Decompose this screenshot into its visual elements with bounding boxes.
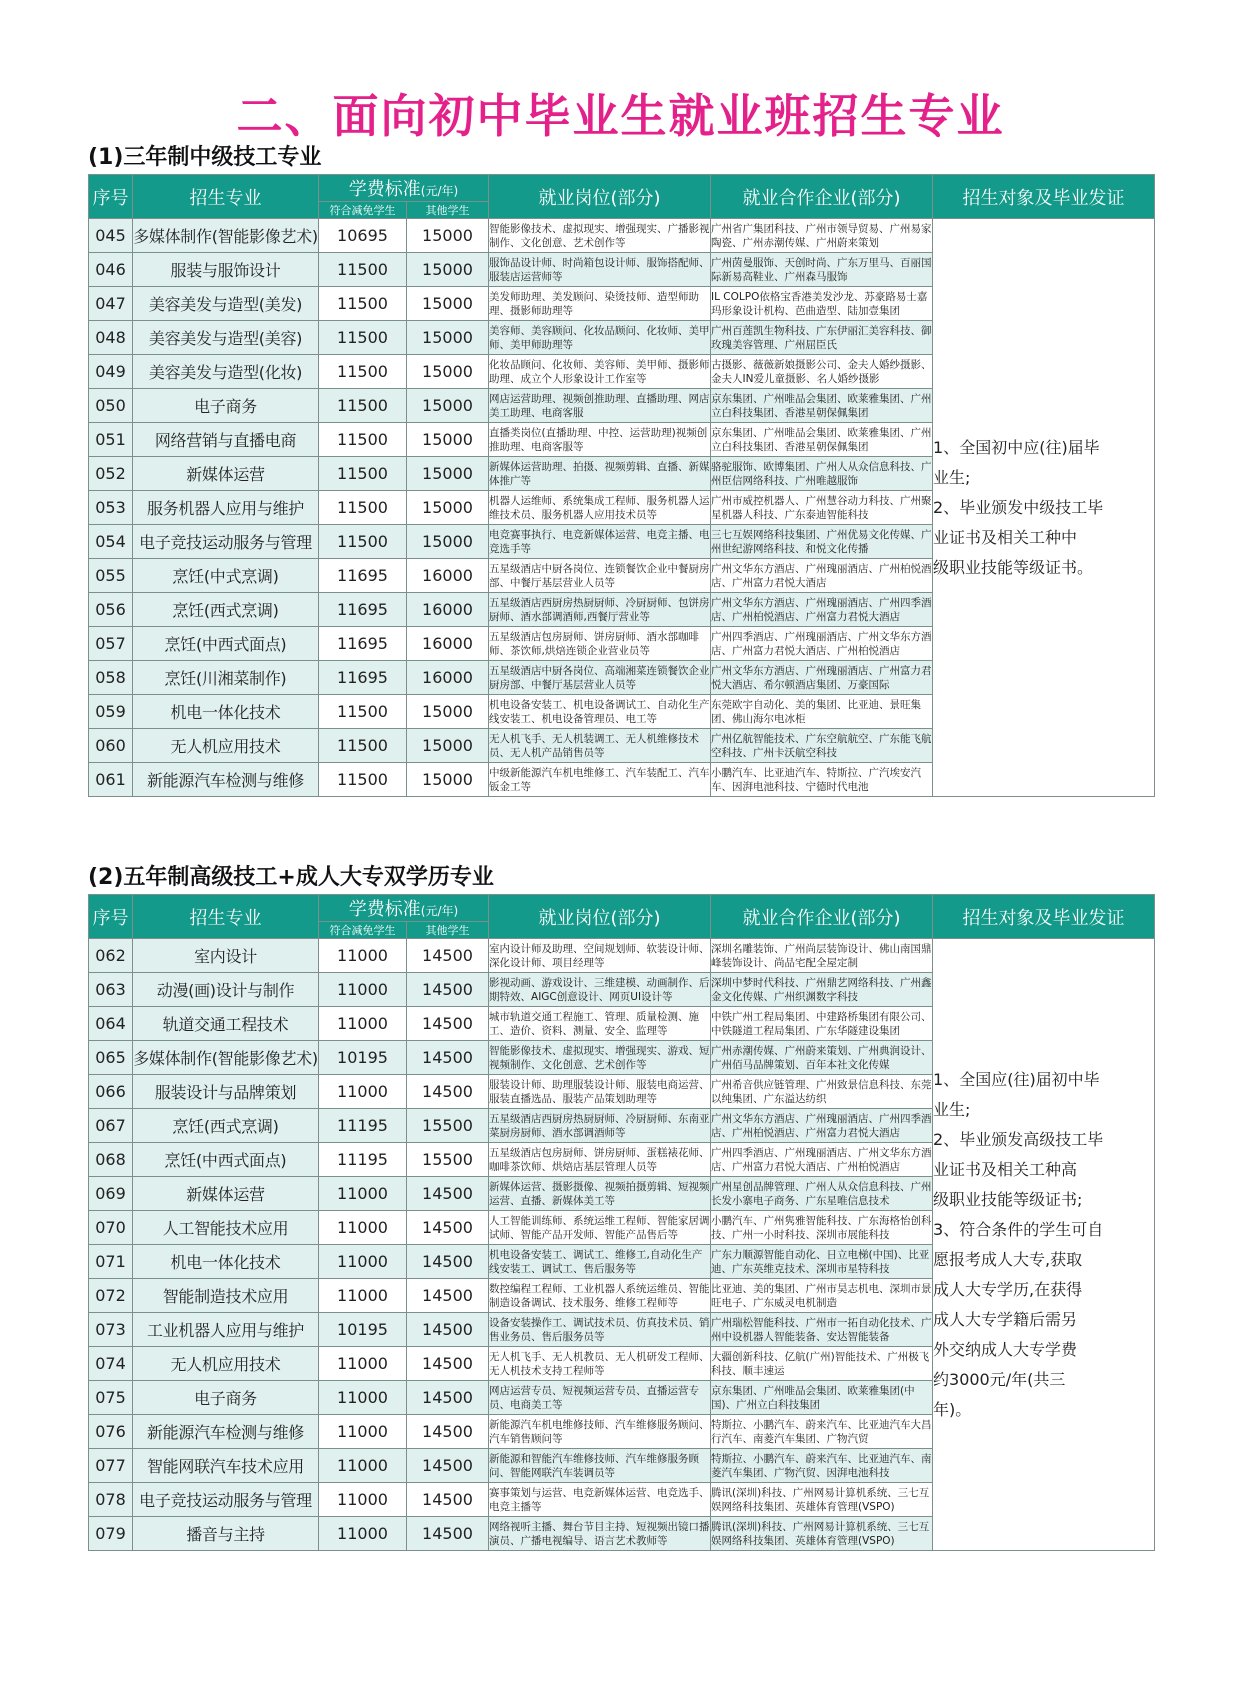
target-note-line: 3、符合条件的学生可自: [933, 1219, 1104, 1239]
header-fee-reduced: 符合减免学生: [319, 202, 407, 219]
row-major: 多媒体制作(智能影像艺术): [133, 1041, 319, 1075]
row-major: 智能制造技术应用: [133, 1279, 319, 1313]
row-companies: 广东力顺源智能自动化、日立电梯(中国)、比亚迪、广东英维克技术、深圳市星特科技: [711, 1245, 933, 1279]
row-major: 人工智能技术应用: [133, 1211, 319, 1245]
row-fee-reduced: 11500: [319, 525, 407, 559]
row-code: 066: [89, 1075, 133, 1109]
target-note-line: 约3000元/年(共三: [933, 1369, 1066, 1389]
row-companies: 腾讯(深圳)科技、广州网易计算机系统、三七互娱网络科技集团、英雄体育管理(VSPO): [711, 1483, 933, 1517]
row-major: 烹饪(中西式面点): [133, 1143, 319, 1177]
row-major: 网络营销与直播电商: [133, 423, 319, 457]
row-code: 059: [89, 695, 133, 729]
row-major: 机电一体化技术: [133, 695, 319, 729]
row-companies: 广州文华东方酒店、广州瑰丽酒店、广州富力君悦大酒店、希尔顿酒店集团、万豪国际: [711, 661, 933, 695]
row-fee-other: 15000: [407, 729, 489, 763]
header-jobs: 就业岗位(部分): [489, 175, 711, 219]
row-fee-other: 14500: [407, 1483, 489, 1517]
row-fee-other: 16000: [407, 559, 489, 593]
row-major: 电子商务: [133, 1381, 319, 1415]
row-fee-other: 15500: [407, 1109, 489, 1143]
header-target: 招生对象及毕业发证: [933, 175, 1155, 219]
row-major: 室内设计: [133, 939, 319, 973]
row-fee-reduced: 11000: [319, 1483, 407, 1517]
row-code: 047: [89, 287, 133, 321]
row-code: 052: [89, 457, 133, 491]
row-fee-other: 15000: [407, 763, 489, 797]
row-fee-reduced: 11000: [319, 973, 407, 1007]
row-companies: 广州赤潮传媒、广州蔚来策划、广州典润设计、广州佰马品牌策划、百年本社文化传媒: [711, 1041, 933, 1075]
row-companies: 广州文华东方酒店、广州瑰丽酒店、广州四季酒店、广州柏悦酒店、广州富力君悦大酒店: [711, 1109, 933, 1143]
table-five-year: [88, 894, 1155, 1551]
row-major: 烹饪(川湘菜制作): [133, 661, 319, 695]
row-fee-reduced: 11500: [319, 695, 407, 729]
table-row: [89, 219, 1155, 253]
row-code: 060: [89, 729, 133, 763]
row-jobs: 新媒体运营助理、拍摄、视频剪辑、直播、新媒体推广等: [489, 457, 711, 491]
row-fee-reduced: 11500: [319, 321, 407, 355]
row-fee-reduced: 11695: [319, 661, 407, 695]
row-fee-reduced: 11500: [319, 457, 407, 491]
row-major: 动漫(画)设计与制作: [133, 973, 319, 1007]
row-fee-reduced: 11000: [319, 1007, 407, 1041]
row-jobs: 网店运营助理、视频创推助理、直播助理、网店美工助理、电商客服: [489, 389, 711, 423]
row-fee-reduced: 11500: [319, 491, 407, 525]
header-code: 序号: [89, 895, 133, 939]
row-fee-other: 15000: [407, 491, 489, 525]
row-jobs: 五星级酒店西厨房热厨厨师、冷厨厨师、东南亚菜厨房厨师、酒水部调酒师等: [489, 1109, 711, 1143]
row-jobs: 赛事策划与运营、电竞新媒体运营、电竞选手、电竞主播等: [489, 1483, 711, 1517]
row-code: 046: [89, 253, 133, 287]
row-code: 053: [89, 491, 133, 525]
row-fee-other: 14500: [407, 1517, 489, 1551]
table-row: [89, 939, 1155, 973]
row-fee-other: 15500: [407, 1143, 489, 1177]
row-companies: 广州四季酒店、广州瑰丽酒店、广州文华东方酒店、广州富力君悦大酒店、广州柏悦酒店: [711, 627, 933, 661]
row-fee-other: 16000: [407, 661, 489, 695]
row-companies: 广州文华东方酒店、广州瑰丽酒店、广州柏悦酒店、广州富力君悦大酒店: [711, 559, 933, 593]
row-fee-other: 15000: [407, 695, 489, 729]
row-fee-other: 14500: [407, 1177, 489, 1211]
row-major: 电子竞技运动服务与管理: [133, 525, 319, 559]
row-fee-reduced: 11500: [319, 389, 407, 423]
row-jobs: 网店运营专员、短视频运营专员、直播运营专员、电商美工等: [489, 1381, 711, 1415]
row-companies: 古摄影、薇薇新娘摄影公司、金夫人婚纱摄影、金夫人IN爱儿童摄影、名人婚纱摄影: [711, 355, 933, 389]
row-code: 050: [89, 389, 133, 423]
target-note-line: 级职业技能等级证书;: [933, 1189, 1083, 1209]
row-fee-other: 14500: [407, 1381, 489, 1415]
row-fee-reduced: 11500: [319, 355, 407, 389]
row-jobs: 机器人运维师、系统集成工程师、服务机器人运维技术员、服务机器人应用技术员等: [489, 491, 711, 525]
header-fee-other: 其他学生: [407, 202, 489, 219]
row-fee-reduced: 11000: [319, 1449, 407, 1483]
header-companies: 就业合作企业(部分): [711, 175, 933, 219]
row-fee-reduced: 11000: [319, 1211, 407, 1245]
row-jobs: 五星级酒店中厨各岗位、高端湘菜连锁餐饮企业厨房部、中餐厅基层营业人员等: [489, 661, 711, 695]
row-fee-reduced: 11000: [319, 939, 407, 973]
row-jobs: 五星级酒店中厨各岗位、连锁餐饮企业中餐厨房部、中餐厅基层营业人员等: [489, 559, 711, 593]
target-note-line: 级职业技能等级证书。: [933, 557, 1094, 577]
header-fee-other: 其他学生: [407, 922, 489, 939]
row-fee-other: 16000: [407, 627, 489, 661]
row-companies: 比亚迪、美的集团、广州市昊志机电、深圳市景旺电子、广东威灵电机制造: [711, 1279, 933, 1313]
row-fee-other: 14500: [407, 1347, 489, 1381]
target-note-line: 1、全国初中应(往)届毕: [933, 437, 1100, 457]
row-major: 机电一体化技术: [133, 1245, 319, 1279]
row-jobs: 美发师助理、美发顾问、染烫技师、造型师助理、摄影师助理等: [489, 287, 711, 321]
row-companies: 特斯拉、小鹏汽车、蔚来汽车、比亚迪汽车、南菱汽车集团、广物汽贸、因湃电池科技: [711, 1449, 933, 1483]
row-jobs: 电竞赛事执行、电竞新媒体运营、电竞主播、电竞选手等: [489, 525, 711, 559]
target-note-line: 愿报考成人大专,获取: [933, 1249, 1083, 1269]
target-note-line: 业证书及相关工种高: [933, 1159, 1078, 1179]
row-code: 070: [89, 1211, 133, 1245]
row-jobs: 智能影像技术、虚拟现实、增强现实、广播影视制作、文化创意、艺术创作等: [489, 219, 711, 253]
row-fee-reduced: 11195: [319, 1143, 407, 1177]
row-fee-reduced: 11195: [319, 1109, 407, 1143]
row-code: 079: [89, 1517, 133, 1551]
row-fee-other: 14500: [407, 1211, 489, 1245]
row-jobs: 化妆品顾问、化妆师、美容师、美甲师、摄影师助理、成立个人形象设计工作室等: [489, 355, 711, 389]
row-companies: 广州亿航智能技术、广东空航航空、广东能飞航空科技、广州卡沃航空科技: [711, 729, 933, 763]
row-fee-other: 14500: [407, 939, 489, 973]
row-code: 051: [89, 423, 133, 457]
target-note: [933, 219, 1155, 797]
row-companies: 深圳中梦时代科技、广州鼎艺网络科技、广州鑫金文化传媒、广州织渊数字科技: [711, 973, 933, 1007]
row-fee-other: 14500: [407, 1007, 489, 1041]
row-jobs: 美容师、美容顾问、化妆品顾问、化妆师、美甲师、美甲师助理等: [489, 321, 711, 355]
row-jobs: 服装设计师、助理服装设计师、服装电商运营、服装直播选品、服装产品策划助理等: [489, 1075, 711, 1109]
row-jobs: 服饰品设计师、时尚箱包设计师、服饰搭配师、服装店运营师等: [489, 253, 711, 287]
row-code: 063: [89, 973, 133, 1007]
header-fee-reduced: 符合减免学生: [319, 922, 407, 939]
row-jobs: 中级新能源汽车机电维修工、汽车装配工、汽车钣金工等: [489, 763, 711, 797]
row-jobs: 网络视听主播、舞台节目主持、短视频出镜口播演员、广播电视编导、语言艺术教师等: [489, 1517, 711, 1551]
row-fee-other: 14500: [407, 1245, 489, 1279]
row-companies: 广州市威控机器人、广州慧谷动力科技、广州聚星机器人科技、广东泰迪智能科技: [711, 491, 933, 525]
row-code: 054: [89, 525, 133, 559]
target-note-line: 成人大专学籍后需另: [933, 1309, 1078, 1329]
row-companies: 广州四季酒店、广州瑰丽酒店、广州文华东方酒店、广州富力君悦大酒店、广州柏悦酒店: [711, 1143, 933, 1177]
row-companies: 三七互娱网络科技集团、广州优易文化传媒、广州世纪游网络科技、和悦文化传播: [711, 525, 933, 559]
row-major: 服装设计与品牌策划: [133, 1075, 319, 1109]
target-note-line: 年)。: [933, 1399, 972, 1419]
row-fee-other: 15000: [407, 355, 489, 389]
row-major: 电子商务: [133, 389, 319, 423]
row-fee-other: 15000: [407, 389, 489, 423]
row-major: 烹饪(西式烹调): [133, 1109, 319, 1143]
row-companies: 腾讯(深圳)科技、广州网易计算机系统、三七互娱网络科技集团、英雄体育管理(VSPO): [711, 1517, 933, 1551]
header-jobs: 就业岗位(部分): [489, 895, 711, 939]
row-fee-reduced: 11000: [319, 1347, 407, 1381]
row-fee-other: 14500: [407, 1041, 489, 1075]
row-code: 069: [89, 1177, 133, 1211]
row-jobs: 五星级酒店包房厨师、饼房厨师、酒水部咖啡师、茶饮师,烘焙连锁企业营业员等: [489, 627, 711, 661]
target-note-line: 2、毕业颁发高级技工毕: [933, 1129, 1104, 1149]
row-code: 071: [89, 1245, 133, 1279]
target-note-line: 外交纳成人大专学费: [933, 1339, 1078, 1359]
row-major: 无人机应用技术: [133, 1347, 319, 1381]
row-companies: 广州瑞松智能科技、广州市一拓自动化技术、广州中设机器人智能装备、安达智能装备: [711, 1313, 933, 1347]
target-note-line: 成人大专学历,在获得: [933, 1279, 1083, 1299]
row-code: 072: [89, 1279, 133, 1313]
row-fee-other: 14500: [407, 973, 489, 1007]
row-major: 无人机应用技术: [133, 729, 319, 763]
row-code: 078: [89, 1483, 133, 1517]
row-jobs: 无人机飞手、无人机教员、无人机研发工程师、无人机技术支持工程师等: [489, 1347, 711, 1381]
row-fee-reduced: 10695: [319, 219, 407, 253]
row-major: 轨道交通工程技术: [133, 1007, 319, 1041]
row-jobs: 新能源汽车机电维修技师、汽车维修服务顾问、汽车销售顾问等: [489, 1415, 711, 1449]
row-code: 075: [89, 1381, 133, 1415]
row-companies: 中铁广州工程局集团、中建路桥集团有限公司、中铁隧道工程局集团、广东华隧建设集团: [711, 1007, 933, 1041]
row-code: 056: [89, 593, 133, 627]
row-major: 新媒体运营: [133, 457, 319, 491]
row-fee-reduced: 11695: [319, 559, 407, 593]
row-major: 工业机器人应用与维护: [133, 1313, 319, 1347]
header-major: 招生专业: [133, 175, 319, 219]
row-fee-reduced: 11000: [319, 1415, 407, 1449]
row-fee-reduced: 11695: [319, 627, 407, 661]
row-major: 新能源汽车检测与维修: [133, 1415, 319, 1449]
row-fee-other: 15000: [407, 253, 489, 287]
row-code: 074: [89, 1347, 133, 1381]
target-note-line: 1、全国应(往)届初中毕: [933, 1069, 1100, 1089]
header-code: 序号: [89, 175, 133, 219]
row-companies: 大疆创新科技、亿航(广州)智能技术、广州极飞科技、顺丰速运: [711, 1347, 933, 1381]
row-fee-reduced: 11000: [319, 1245, 407, 1279]
row-fee-other: 15000: [407, 287, 489, 321]
row-jobs: 新媒体运营、摄影摄像、视频拍摄剪辑、短视频运营、直播、新媒体美工等: [489, 1177, 711, 1211]
row-major: 烹饪(中式烹调): [133, 559, 319, 593]
row-fee-other: 14500: [407, 1449, 489, 1483]
row-fee-reduced: 10195: [319, 1041, 407, 1075]
row-jobs: 直播类岗位(直播助理、中控、运营助理)视频创推助理、电商客服等: [489, 423, 711, 457]
row-companies: 广州希音供应链管理、广州致景信息科技、东莞以纯集团、广东溢达纺织: [711, 1075, 933, 1109]
row-fee-reduced: 10195: [319, 1313, 407, 1347]
header-target: 招生对象及毕业发证: [933, 895, 1155, 939]
section-2-title: (2)五年制高级技工+成人大专双学历专业: [88, 865, 494, 890]
row-fee-other: 15000: [407, 321, 489, 355]
header-fee: 学费标准(元/年): [319, 895, 489, 922]
row-code: 065: [89, 1041, 133, 1075]
row-code: 077: [89, 1449, 133, 1483]
row-code: 058: [89, 661, 133, 695]
target-note-line: 2、毕业颁发中级技工毕: [933, 497, 1104, 517]
row-fee-other: 14500: [407, 1279, 489, 1313]
row-major: 美容美发与造型(美发): [133, 287, 319, 321]
row-companies: 广州百莲凯生物科技、广东伊丽汇美容科技、御玫瑰美容管理、广州屈臣氏: [711, 321, 933, 355]
row-fee-reduced: 11500: [319, 423, 407, 457]
row-code: 061: [89, 763, 133, 797]
row-jobs: 五星级酒店包房厨师、饼房厨师、蛋糕裱花师、咖啡茶饮师、烘焙店基层管理人员等: [489, 1143, 711, 1177]
row-jobs: 室内设计师及助理、空间规划师、软装设计师、深化设计师、项目经理等: [489, 939, 711, 973]
row-jobs: 人工智能训练师、系统运维工程师、智能家居调试师、智能产品开发师、智能产品售后等: [489, 1211, 711, 1245]
row-jobs: 无人机飞手、无人机装调工、无人机维修技术员、无人机产品销售员等: [489, 729, 711, 763]
row-companies: 广州省广集团科技、广州市领导贸易、广州易家陶瓷、广州赤潮传媒、广州蔚来策划: [711, 219, 933, 253]
row-fee-other: 15000: [407, 219, 489, 253]
row-code: 057: [89, 627, 133, 661]
table-three-year: [88, 174, 1155, 797]
row-code: 064: [89, 1007, 133, 1041]
row-major: 烹饪(西式烹调): [133, 593, 319, 627]
row-fee-reduced: 11500: [319, 287, 407, 321]
target-note-line: 业证书及相关工种中: [933, 527, 1078, 547]
row-jobs: 机电设备安装工、机电设备调试工、自动化生产线安装工、机电设备管理员、电工等: [489, 695, 711, 729]
row-companies: 京东集团、广州唯品会集团、欧莱雅集团、广州立白科技集团、香港星朝保佩集团: [711, 389, 933, 423]
row-major: 服务机器人应用与维护: [133, 491, 319, 525]
row-major: 电子竞技运动服务与管理: [133, 1483, 319, 1517]
header-major: 招生专业: [133, 895, 319, 939]
row-fee-reduced: 11695: [319, 593, 407, 627]
row-companies: 小鹏汽车、比亚迪汽车、特斯拉、广汽埃安汽车、因湃电池科技、宁德时代电池: [711, 763, 933, 797]
row-fee-reduced: 11000: [319, 1381, 407, 1415]
row-fee-reduced: 11000: [319, 1517, 407, 1551]
row-jobs: 新能源和智能汽车维修技师、汽车维修服务顾问、智能网联汽车装调员等: [489, 1449, 711, 1483]
row-jobs: 机电设备安装工、调试工、维修工,自动化生产线安装工、调试工、售后服务等: [489, 1245, 711, 1279]
row-jobs: 城市轨道交通工程施工、管理、质量检测、施工、造价、资料、测量、安全、监理等: [489, 1007, 711, 1041]
row-fee-reduced: 11000: [319, 1177, 407, 1211]
row-major: 服装与服饰设计: [133, 253, 319, 287]
row-companies: 广州茵曼服饰、天创时尚、广东万里马、百丽国际新易高鞋业、广州森马服饰: [711, 253, 933, 287]
row-code: 048: [89, 321, 133, 355]
row-jobs: 数控编程工程师、工业机器人系统运维员、智能制造设备调试、技术服务、维修工程师等: [489, 1279, 711, 1313]
row-code: 073: [89, 1313, 133, 1347]
target-note-line: 业生;: [933, 467, 971, 487]
row-code: 062: [89, 939, 133, 973]
row-companies: 京东集团、广州唯品会集团、欧莱雅集团、广州立白科技集团、香港星朝保佩集团: [711, 423, 933, 457]
row-fee-other: 16000: [407, 593, 489, 627]
row-jobs: 五星级酒店西厨房热厨厨师、冷厨厨师、包饼房厨师、酒水部调酒师,西餐厅营业等: [489, 593, 711, 627]
row-fee-other: 15000: [407, 525, 489, 559]
row-fee-reduced: 11500: [319, 763, 407, 797]
row-major: 美容美发与造型(美容): [133, 321, 319, 355]
row-companies: 广州星创品牌管理、广州人从众信息科技、广州长发小寨电子商务、广东星唯信息技术: [711, 1177, 933, 1211]
row-fee-reduced: 11000: [319, 1279, 407, 1313]
row-fee-other: 15000: [407, 457, 489, 491]
section-1-title: (1)三年制中级技工专业: [88, 145, 322, 170]
row-fee-other: 14500: [407, 1313, 489, 1347]
row-major: 新媒体运营: [133, 1177, 319, 1211]
row-code: 076: [89, 1415, 133, 1449]
page-title: 二、面向初中毕业生就业班招生专业: [236, 89, 1005, 143]
row-jobs: 智能影像技术、虚拟现实、增强现实、游戏、短视频制作、文化创意、艺术创作等: [489, 1041, 711, 1075]
target-note-line: 业生;: [933, 1099, 971, 1119]
row-companies: 东莞欧宇自动化、美的集团、比亚迪、景旺集团、佛山海尔电冰柜: [711, 695, 933, 729]
header-fee: 学费标准(元/年): [319, 175, 489, 202]
row-companies: 京东集团、广州唯品会集团、欧莱雅集团(中国)、广州立白科技集团: [711, 1381, 933, 1415]
row-code: 055: [89, 559, 133, 593]
header-companies: 就业合作企业(部分): [711, 895, 933, 939]
row-jobs: 设备安装操作工、调试技术员、仿真技术员、销售业务员、售后服务员等: [489, 1313, 711, 1347]
row-major: 烹饪(中西式面点): [133, 627, 319, 661]
row-companies: 深圳名雕装饰、广州尚层装饰设计、佛山南国鼎峰装饰设计、尚品宅配全屋定制: [711, 939, 933, 973]
row-major: 智能网联汽车技术应用: [133, 1449, 319, 1483]
row-major: 新能源汽车检测与维修: [133, 763, 319, 797]
row-fee-other: 14500: [407, 1075, 489, 1109]
row-major: 美容美发与造型(化妆): [133, 355, 319, 389]
row-jobs: 影视动画、游戏设计、三维建模、动画制作、后期特效、AIGC创意设计、网页UI设计等: [489, 973, 711, 1007]
row-code: 045: [89, 219, 133, 253]
row-companies: 骆驼服饰、欧博集团、广州人从众信息科技、广州臣信网络科技、广州唯越服饰: [711, 457, 933, 491]
row-code: 049: [89, 355, 133, 389]
target-note: [933, 939, 1155, 1551]
row-code: 068: [89, 1143, 133, 1177]
row-fee-other: 15000: [407, 423, 489, 457]
row-code: 067: [89, 1109, 133, 1143]
row-fee-reduced: 11500: [319, 253, 407, 287]
row-companies: 广州文华东方酒店、广州瑰丽酒店、广州四季酒店、广州柏悦酒店、广州富力君悦大酒店: [711, 593, 933, 627]
row-major: 多媒体制作(智能影像艺术): [133, 219, 319, 253]
row-fee-reduced: 11000: [319, 1075, 407, 1109]
row-companies: 特斯拉、小鹏汽车、蔚来汽车、比亚迪汽车大昌行汽车、南菱汽车集团、广物汽贸: [711, 1415, 933, 1449]
row-companies: IL COLPO依格宝香港美发沙龙、苏豪路易士嘉玛形象设计机构、芭曲造型、陆加壹集团: [711, 287, 933, 321]
row-major: 播音与主持: [133, 1517, 319, 1551]
row-fee-reduced: 11500: [319, 729, 407, 763]
row-companies: 小鹏汽车、广州隽雅智能科技、广东海格怡创科技、广州一小时科技、深圳市展能科技: [711, 1211, 933, 1245]
row-fee-other: 14500: [407, 1415, 489, 1449]
